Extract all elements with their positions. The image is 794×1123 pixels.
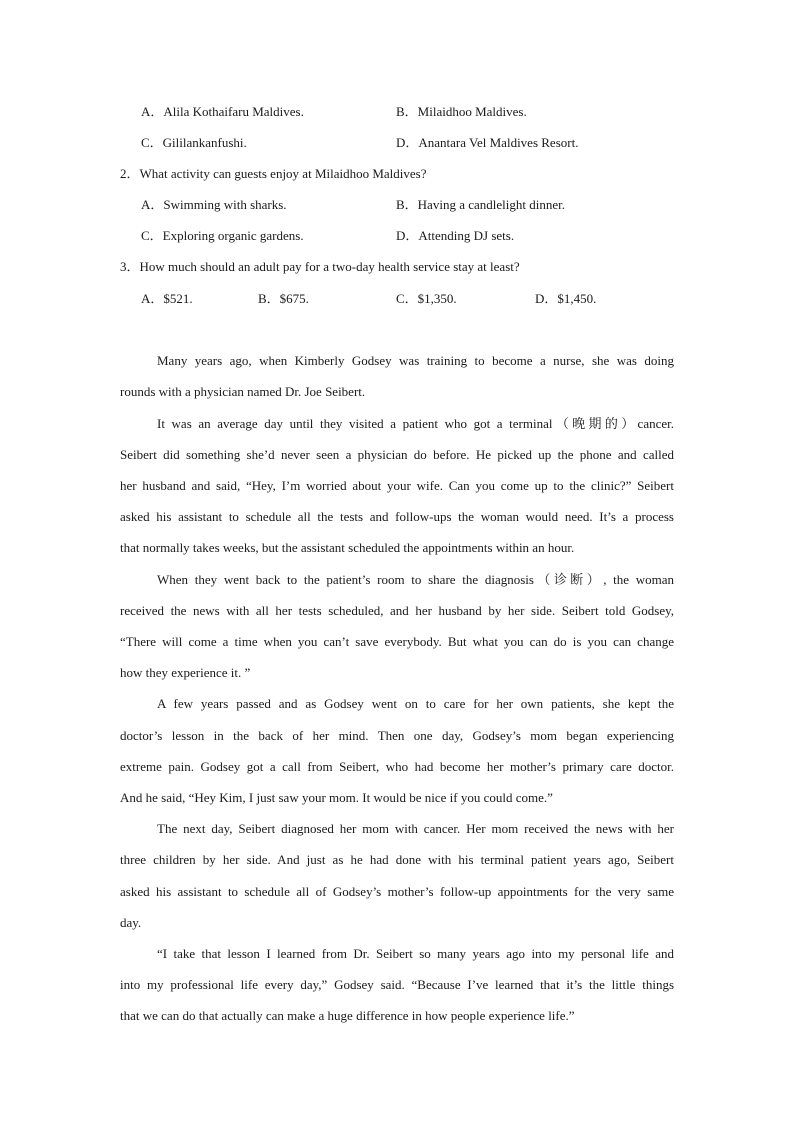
passage-line: It was an average day until they visited a patient who got a terminal（晚期的）cancer. — [157, 416, 674, 431]
option-text: Attending DJ sets. — [418, 228, 515, 243]
passage-line: doctor’s lesson in the back of her mind. Then one day, Godsey’s mom began experiencing — [120, 728, 674, 743]
option-letter: C． — [396, 291, 418, 306]
passage-line: how they experience it. ” — [120, 665, 251, 680]
option-letter: A． — [141, 104, 164, 119]
passage-line: that normally takes weeks, but the assistant scheduled the appointments within an hour. — [120, 540, 575, 555]
passage-line: And he said, “Hey Kim, I just saw your mom. It would be nice if you could come.” — [120, 790, 553, 805]
option-letter: A． — [141, 291, 164, 306]
q1-option-b — [396, 104, 527, 120]
q2-option-a — [141, 197, 287, 213]
passage-line: her husband and said, “Hey, I’m worried about your wife. Can you come up to the clinic?” Seibert — [120, 478, 674, 493]
passage-line: Many years ago, when Kimberly Godsey was training to become a nurse, she was doing — [157, 353, 674, 368]
option-text: $521. — [163, 291, 193, 306]
option-text: $675. — [279, 291, 309, 306]
q1-option-a — [141, 104, 304, 120]
passage-line: “I take that lesson I learned from Dr. Seibert so many years ago into my personal life and — [157, 946, 674, 961]
option-letter: C． — [141, 135, 163, 150]
option-letter: D． — [396, 135, 419, 150]
option-letter: A． — [141, 197, 164, 212]
q2-option-b — [396, 197, 565, 213]
passage-line: rounds with a physician named Dr. Joe Seibert. — [120, 384, 366, 399]
option-text: Having a candlelight dinner. — [417, 197, 565, 212]
q3-stem: 3．How much should an adult pay for a two-day health service stay at least? — [120, 259, 520, 274]
option-text: Milaidhoo Maldives. — [417, 104, 527, 119]
option-text: Alila Kothaifaru Maldives. — [163, 104, 304, 119]
q3-option-d — [535, 291, 596, 307]
option-letter: D． — [535, 291, 558, 306]
passage-line: Seibert did something she’d never seen a physician do before. He picked up the phone and called — [120, 447, 674, 462]
passage-line: A few years passed and as Godsey went on to care for her own patients, she kept the — [157, 696, 674, 711]
option-text: $1,450. — [557, 291, 597, 306]
q2-option-c — [141, 228, 304, 244]
option-letter: B． — [396, 104, 418, 119]
option-text: Exploring organic gardens. — [162, 228, 304, 243]
q2-stem: 2．What activity can guests enjoy at Milaidhoo Maldives? — [120, 166, 427, 181]
option-letter: B． — [396, 197, 418, 212]
option-letter: C． — [141, 228, 163, 243]
passage-line: day. — [120, 915, 142, 930]
passage-line: that we can do that actually can make a huge difference in how people experience life.” — [120, 1008, 575, 1023]
passage-line: “There will come a time when you can’t save everybody. But what you can do is you can change — [120, 634, 674, 649]
option-text: Anantara Vel Maldives Resort. — [418, 135, 579, 150]
option-text: Swimming with sharks. — [163, 197, 287, 212]
passage-line: asked his assistant to schedule all of Godsey’s mother’s follow-up appointments for the very same — [120, 884, 674, 899]
passage-line: The next day, Seibert diagnosed her mom with cancer. Her mom received the news with her — [157, 821, 674, 836]
passage-line: three children by her side. And just as he had done with his terminal patient years ago, Seibert — [120, 852, 674, 867]
q3-option-a — [141, 291, 193, 307]
passage-line: asked his assistant to schedule all the tests and follow-ups the woman would need. It’s a process — [120, 509, 674, 524]
option-text: $1,350. — [417, 291, 457, 306]
passage-line: received the news with all her tests scheduled, and her husband by her side. Seibert told Godsey, — [120, 603, 674, 618]
option-text: Gililankanfushi. — [162, 135, 247, 150]
q1-option-c — [141, 135, 247, 151]
option-letter: B． — [258, 291, 280, 306]
q3-option-b — [258, 291, 309, 307]
passage-line: When they went back to the patient’s room to share the diagnosis（诊断）, the woman — [157, 572, 674, 587]
passage-line: into my professional life every day,” Godsey said. “Because I’ve learned that it’s the little things — [120, 977, 674, 992]
passage-line: extreme pain. Godsey got a call from Seibert, who had become her mother’s primary care doctor. — [120, 759, 674, 774]
q2-option-d — [396, 228, 514, 244]
option-letter: D． — [396, 228, 419, 243]
q3-option-c — [396, 291, 457, 307]
q1-option-d — [396, 135, 578, 151]
